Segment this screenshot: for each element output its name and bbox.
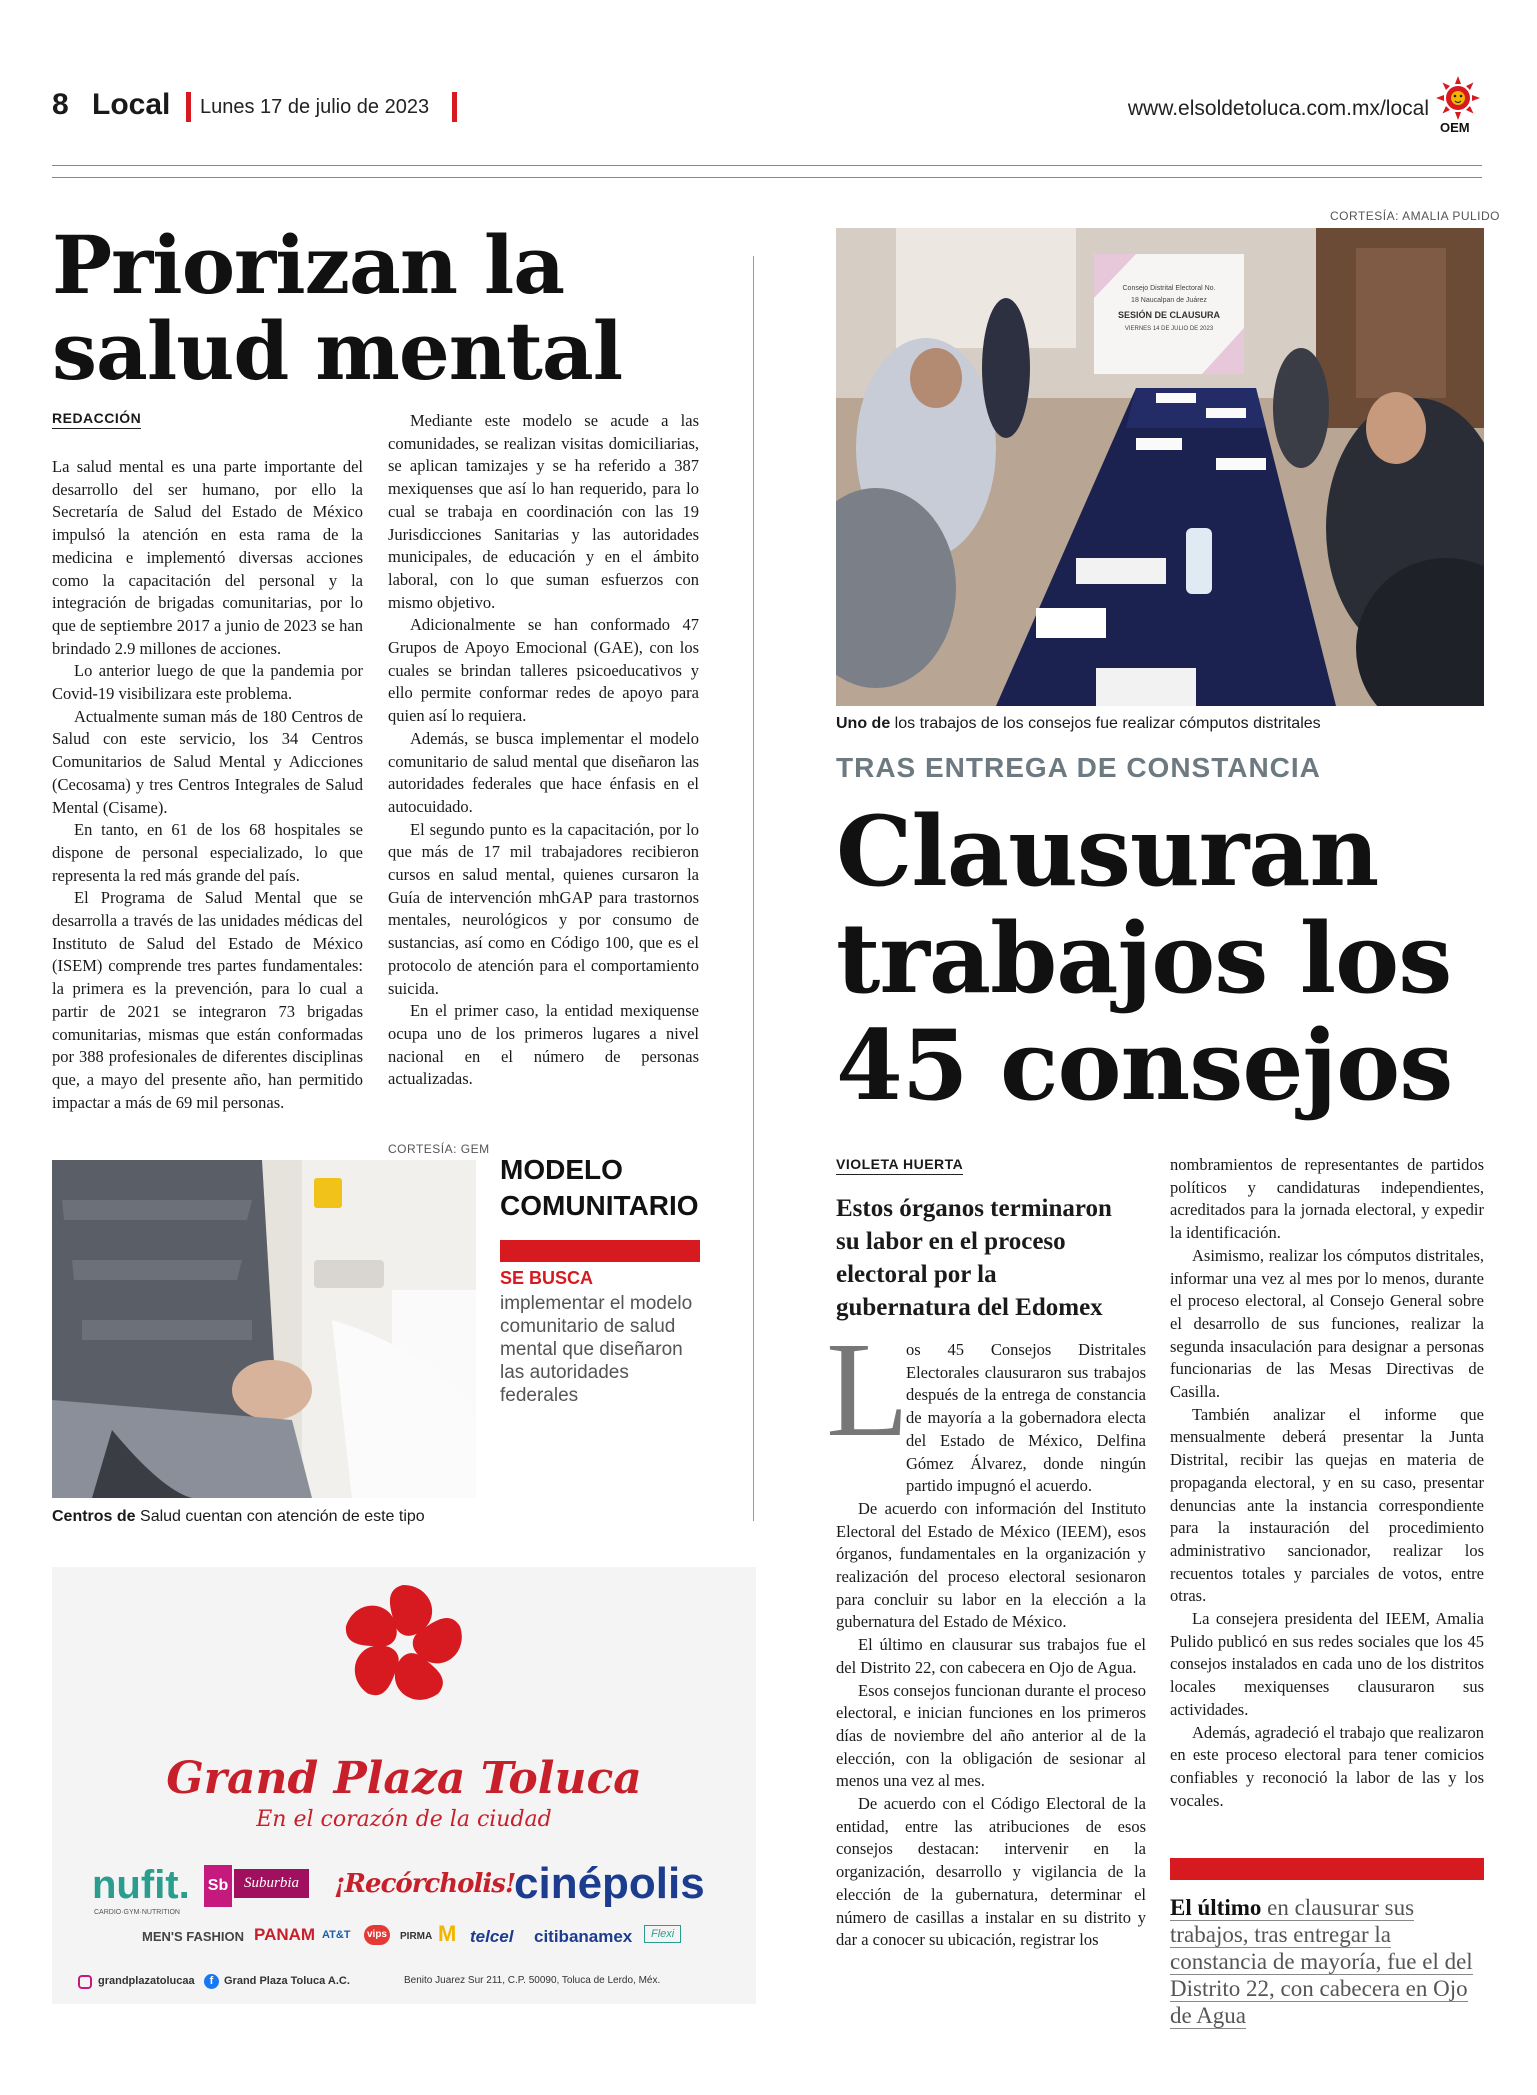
oem-logo-text: OEM — [1440, 120, 1470, 135]
ad-address: Benito Juarez Sur 211, C.P. 50090, Toluca de Lerdo, Méx. — [404, 1975, 661, 1986]
paragraph: De acuerdo con información del Instituto Electoral del Estado de México (IEEM), esos órganos, fundamentales en la organización y realización del proceso electoral sesionaron para concluir su labor en la elección a la gubernatura del Estado de México. — [836, 1498, 1146, 1632]
paragraph: Mediante este modelo se acude a las comunidades, se realizan visitas domiciliarias, se aplican tamizajes y se ha referido a 387 mexiquenses que así lo han requerido, para lo cual se trabaja en coordinación con las 19 Jurisdicciones Sanitarias y las autoridades municipales, de educación y en el ámbito laboral, con lo que suman esfuerzos con mismo objetivo. — [388, 411, 699, 612]
sign-line-1: Consejo Distrital Electoral No. — [1122, 285, 1216, 292]
store-nufit: nufit. — [92, 1863, 190, 1907]
header-rule — [52, 165, 1482, 166]
article-deck: Estos órganos terminaron su labor en el proceso electoral por la gubernatura del Edomex — [836, 1195, 1112, 1321]
paragraph: Además, agradeció el trabajo que realizaron en este proceso electoral para tener comicios confiables y reconoció la labor de las y los vocales. — [1170, 1722, 1484, 1810]
pullquote: El último en clausurar sus trabajos, tras entregar la constancia de mayoría, fue el del Distrito 22, con cabecera en Ojo de Agua — [1170, 1895, 1473, 2028]
paragraph: Asimismo, realizar los cómputos distritales, informar una vez al mes por lo menos, durante el proceso electoral, al Consejo General sobre el desarrollo de sus funciones, realizar la segunda insaculación para designar a personas funcionarias de las Mesas Directivas de Casilla. — [1170, 1245, 1484, 1402]
sidebar-redbar — [500, 1240, 700, 1262]
store-mensfashion: MEN'S FASHION — [142, 1929, 245, 1944]
facebook-icon: f — [204, 1974, 219, 1989]
photo-consultation — [52, 1160, 476, 1498]
store-att: AT&T — [322, 1929, 351, 1941]
headline-salud-mental: Priorizan la salud mental — [52, 218, 623, 398]
paragraph: De acuerdo con el Código Electoral de la entidad, entre las atribuciones de esos consejos destacan: intervenir en la organización, desarrollo y vigilancia de la elección de la gubernatura, determinar el número de casillas a instalar en su distrito y dar a conocer su ubicación, registrar los — [836, 1794, 1146, 1950]
paragraph: Adicionalmente se han conformado 47 Grupos de Apoyo Emocional (GAE), con los cuales se brindan talleres psicoeducativos y ello permite conformar redes de apoyo para quien así lo requiera. — [388, 615, 699, 726]
ad-tagline: En el corazón de la ciudad — [256, 1807, 552, 1832]
paragraph: El segundo punto es la capacitación, por lo que más de 17 mil trabajadores recibieron cursos en salud mental, quienes cursaron la Guía de intervención mhGAP para trastornos mentales, neurológicos y por consumo de sustancias, así como en Código 100, que es el protocolo de atención para el comportamiento suicida. — [388, 819, 699, 998]
page-number: 8 — [52, 88, 69, 121]
suburbia-icon: Sb — [204, 1865, 232, 1907]
paragraph: La consejera presidenta del IEEM, Amalia Pulido publicó en sus redes sociales que los 45 consejos instalados en cada uno de los distritos locales mexiquenses clausuraron sus actividades. — [1170, 1609, 1484, 1719]
article-kicker: TRAS ENTREGA DE CONSTANCIA — [836, 752, 1321, 783]
drop-cap: L — [826, 1315, 910, 1465]
ad-brand-name: Grand Plaza Toluca — [166, 1753, 642, 1804]
article-column-1 — [52, 456, 363, 1114]
store-recorcholis: ¡Recórcholis! — [334, 1869, 516, 1899]
photo-council-meeting — [836, 228, 1484, 706]
paragraph: También analizar el informe que mensualmente deberá presentar la Junta Distrital, recibir las quejas en materia de propaganda electoral, y en su caso, presentar denuncias ante la instancia correspondiente para la instauración del procedimiento administrativo sancionador, realizar los recuentos totales y parciales de votos, entre otras. — [1170, 1404, 1484, 1606]
headline-clausuran: Clausuran trabajos los 45 consejos — [836, 795, 1453, 1122]
byline: VIOLETA HUERTA — [836, 1156, 963, 1175]
sign-line-4: VIERNES 14 DE JULIO DE 2023 — [1124, 326, 1214, 332]
article-column-2 — [1170, 1154, 1484, 1812]
paragraph: El Programa de Salud Mental que se desarrolla a través de las unidades médicas del Instituto de Salud del Estado de México (ISEM) comprende tres partes fundamentales: la primera es la prevención, para lo cual a partir de 2021 se integraron 73 brigadas comunitarias, mismas que están conformadas por 388 profesionales de diferentes disciplinas que, a mayo del presente año, han permitido impactar a más de 69 mil personas. — [52, 888, 363, 1112]
store-flexi: Flexi — [644, 1925, 681, 1943]
sign-line-2: 18 Naucalpan de Juárez — [1131, 297, 1207, 304]
ad-facebook-page[interactable]: Grand Plaza Toluca A.C. — [224, 1975, 350, 1987]
paragraph: Lo anterior luego de que la pandemia por Covid-19 visibilizara este problema. — [52, 661, 363, 704]
paragraph: La salud mental es una parte importante del desarrollo del ser humano, por ello la Secretaría de Salud del Estado de México impulsó la atención en esta rama de la medicina e implementó diversas acciones como la capacitación del personal y la integración de brigadas comunitarias, por lo que de septiembre 2017 a junio de 2023 se han brindado 2.9 millones de acciones. — [52, 457, 363, 658]
paragraph: En el primer caso, la entidad mexiquense ocupa uno de los primeros lugares a nivel nacional en el número de personas actualizadas. — [388, 1001, 699, 1089]
column-divider — [753, 256, 754, 1521]
article-column-2 — [388, 410, 699, 1091]
paragraph: nombramientos de representantes de partidos políticos y candidaturas independientes, acreditados para la jornada electoral, y expedir la identificación. — [1170, 1155, 1484, 1243]
photo-credit: CORTESÍA: GEM — [388, 1142, 490, 1156]
ad-instagram-handle[interactable]: grandplazatolucaa — [98, 1975, 195, 1987]
paragraph: Actualmente suman más de 180 Centros de Salud con este servicio, los 34 Centros Comunitarios de Salud Mental y Adicciones (Cecosama) y tres Centros Integrales de Salud Mental (Cisame). — [52, 706, 363, 817]
header-divider — [452, 92, 457, 122]
store-nufit-sub: CARDIO·GYM·NUTRITION — [94, 1909, 180, 1916]
header-divider — [186, 92, 191, 122]
paragraph: Esos consejos funcionan durante el proceso electoral, e inician funciones en los primeros días de noviembre del año anterior al de la elección, con la obligación de sesionar al menos una vez al mes. — [836, 1680, 1146, 1791]
paragraph: Además, se busca implementar el modelo comunitario de salud mental que diseñaron las autoridades federales que hace énfasis en el autocuidado. — [388, 728, 699, 816]
store-telcel: telcel — [470, 1927, 514, 1946]
paragraph: En tanto, en 61 de los 68 hospitales se dispone de personal especializado, lo que representa la red más grande del país. — [52, 820, 363, 885]
advertisement-grand-plaza[interactable] — [52, 1567, 756, 2004]
header-rule — [52, 177, 1482, 178]
store-mcdonalds: M — [438, 1921, 457, 1946]
sign-line-3: SESIÓN DE CLAUSURA — [1117, 310, 1221, 320]
publication-date: Lunes 17 de julio de 2023 — [200, 96, 430, 118]
lead-paragraph: os 45 Consejos Distritales Electorales clausuraron sus trabajos después de la entrega de constancia de mayoría a la gobernadora electa del Estado de México, Delfina Gómez Álvarez, donde ningún partido impugnó el acuerdo. — [906, 1340, 1146, 1496]
photo-caption: Centros de Salud cuentan con atención de este tipo — [52, 1508, 425, 1525]
store-pirma: PIRMA — [400, 1931, 433, 1942]
grand-plaza-flower-logo — [328, 1575, 478, 1715]
sidebar-kicker: SE BUSCA — [500, 1268, 594, 1288]
pullquote-redbar — [1170, 1858, 1484, 1880]
store-citibanamex: citibanamex — [534, 1927, 633, 1946]
store-vips: vips — [364, 1925, 390, 1945]
store-suburbia: Suburbia — [234, 1869, 309, 1898]
store-panam: PANAM — [254, 1925, 316, 1944]
site-url-link[interactable]: www.elsoldetoluca.com.mx/local — [1127, 97, 1429, 120]
paragraph: El último en clausurar sus trabajos fue el del Distrito 22, con cabecera en Ojo de Agua. — [836, 1635, 1146, 1677]
photo-credit: CORTESÍA: AMALIA PULIDO — [1330, 209, 1500, 223]
byline: REDACCIÓN — [52, 410, 141, 429]
sidebar-text: implementar el modelo comunitario de salud mental que diseñaron las autoridades federales — [500, 1293, 693, 1406]
section-name[interactable]: Local — [92, 88, 171, 121]
store-cinepolis: cinépolis — [514, 1859, 705, 1908]
oem-sun-logo — [1432, 74, 1484, 134]
article-column-1 — [836, 1339, 1146, 1952]
photo-caption: Uno de los trabajos de los consejos fue realizar cómputos distritales — [836, 715, 1321, 732]
instagram-icon — [78, 1975, 92, 1989]
sidebar-title: MODELO COMUNITARIO — [500, 1154, 699, 1221]
